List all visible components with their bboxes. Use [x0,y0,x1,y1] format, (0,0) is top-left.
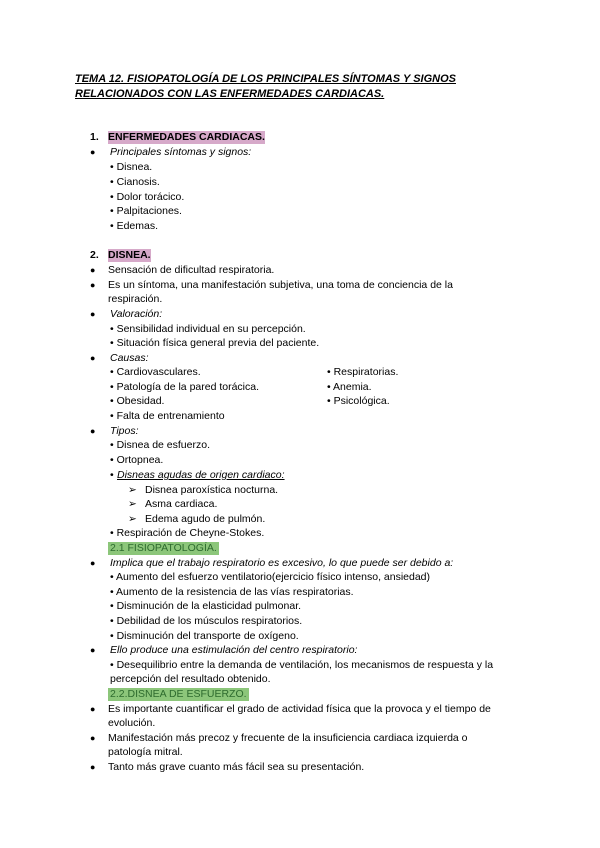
page-title [75,72,545,102]
list-item: Disnea paroxística nocturna. [145,484,279,496]
bullet-icon: ● [90,558,96,568]
bullet-icon: ● [90,704,96,714]
bullet-icon: ● [90,309,96,319]
list-item: • Disminución de la elasticidad pulmonar. [110,600,302,612]
list-item: • Sensibilidad individual en su percepción. [110,323,306,335]
subheading-2-1: 2.1 FISIOPATOLOGÍA. [110,542,217,554]
list-item: • Respiración de Cheyne-Stokes. [110,527,265,539]
causas-label: Causas: [110,352,149,364]
bullet-icon: ● [90,147,96,157]
agudas-bullet: • [110,469,114,481]
list-item: • Desequilibrio entre la demanda de ventilación, los mecanismos de respuesta y la [110,659,494,671]
list-item: • Situación física general previa del paciente. [110,337,320,349]
list-item: • Disnea de esfuerzo. [110,439,210,451]
list-item: • Ortopnea. [110,454,164,466]
list-item: • Obesidad. [110,395,165,407]
list-item: • Palpitaciones. [110,205,182,217]
bullet-icon: ● [90,353,96,363]
section1-intro: Principales síntomas y signos: [110,146,252,158]
list-item-cont: percepción del resultado obtenido. [110,673,271,685]
arrow-icon: ➢ [128,484,137,496]
list-item: Sensación de dificultad respiratoria. [108,264,275,276]
list-item-cont: patología mitral. [108,746,183,758]
list-item: • Aumento del esfuerzo ventilatorio(ejercicio físico intenso, ansiedad) [110,571,431,583]
ello-label: Ello produce una estimulación del centro respiratorio: [110,644,358,656]
list-item: • Cianosis. [110,176,160,188]
bullet-icon: ● [90,280,96,290]
implica-label: Implica que el trabajo respiratorio es excesivo, lo que puede ser debido a: [110,557,454,569]
list-item-cont: evolución. [108,717,156,729]
bullet-icon: ● [90,645,96,655]
section2-heading: DISNEA. [108,249,151,261]
list-item: • Disminución del transporte de oxígeno. [110,630,299,642]
list-item: • Patología de la pared torácica. [110,381,260,393]
list-item: Tanto más grave cuanto más fácil sea su presentación. [108,761,365,773]
list-item: Manifestación más precoz y frecuente de la insuficiencia cardiaca izquierda o [108,732,468,744]
list-item: • Aumento de la resistencia de las vías respiratorias. [110,586,354,598]
list-item-cont: respiración. [108,293,163,305]
list-item: • Falta de entrenamiento [110,410,225,422]
bullet-icon: ● [90,426,96,436]
bullet-icon: ● [90,762,96,772]
list-item: • Respiratorias. [327,366,399,378]
title-line-2: RELACIONADOS CON LAS ENFERMEDADES CARDIACAS. [75,88,385,100]
arrow-icon: ➢ [128,513,137,525]
list-item: Edema agudo de pulmón. [145,513,266,525]
arrow-icon: ➢ [128,498,137,510]
tipos-label: Tipos: [110,425,139,437]
list-item: Es un síntoma, una manifestación subjetiva, una toma de conciencia de la [108,279,453,291]
list-item: • Psicológica. [327,395,390,407]
bullet-icon: ● [90,265,96,275]
title-line-1: TEMA 12. FISIOPATOLOGÍA DE LOS PRINCIPALES SÍNTOMAS Y SIGNOS [75,73,456,85]
list-item: • Debilidad de los músculos respiratorios. [110,615,303,627]
agudas-label: Disneas agudas de origen cardiaco: [117,469,285,481]
bullet-icon: ● [90,733,96,743]
list-item: • Edemas. [110,220,159,232]
valoracion-label: Valoración: [110,308,163,320]
list-item: Asma cardiaca. [145,498,218,510]
list-item: • Cardiovasculares. [110,366,201,378]
subheading-2-2: 2.2.DISNEA DE ESFUERZO. [110,688,247,700]
list-item: • Dolor torácico. [110,191,185,203]
section1-number: 1. [90,131,99,143]
list-item: • Anemia. [327,381,372,393]
section2-number: 2. [90,249,99,261]
list-item: Es importante cuantificar el grado de actividad física que la provoca y el tiempo de [108,703,491,715]
section1-heading: ENFERMEDADES CARDIACAS. [108,131,265,143]
list-item: • Disnea. [110,161,153,173]
